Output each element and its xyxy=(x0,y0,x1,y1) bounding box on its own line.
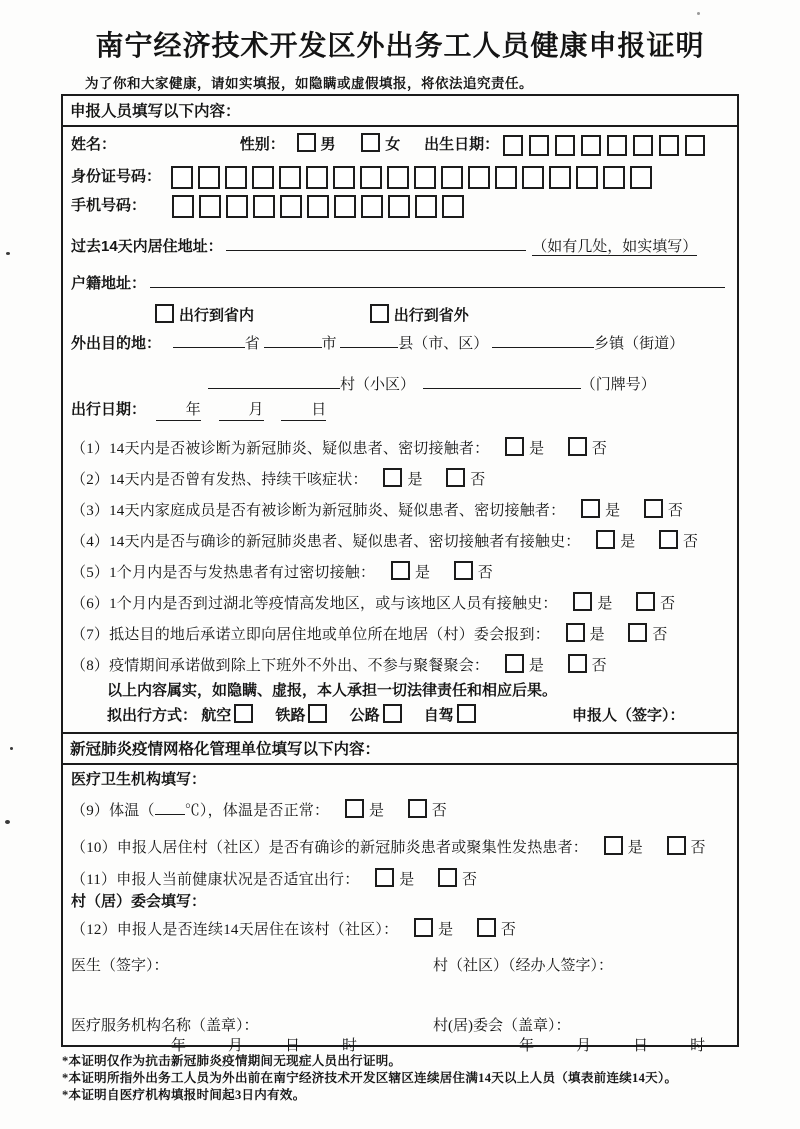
id-digit-box[interactable] xyxy=(495,166,517,189)
question-row xyxy=(63,530,737,552)
no-checkbox[interactable] xyxy=(659,530,678,549)
in-province-label: 出行到省内 xyxy=(179,307,255,325)
organization-seal-row xyxy=(63,1016,737,1036)
question-text: （10）申报人居住村（社区）是否有确诊的新冠肺炎患者或聚集性发热患者： xyxy=(71,840,589,857)
no-checkbox[interactable] xyxy=(636,592,655,611)
declarant-sign-label: 申报人（签字）： xyxy=(571,707,685,725)
yes-label: 是 xyxy=(414,565,430,582)
birth-date-box[interactable] xyxy=(633,135,653,156)
yes-checkbox[interactable] xyxy=(391,561,410,580)
q9-suffix: ℃），体温是否正常： xyxy=(184,803,330,820)
yes-checkbox[interactable] xyxy=(505,654,524,673)
yes-label: 是 xyxy=(589,627,605,644)
no-checkbox[interactable] xyxy=(477,918,496,937)
phone-digit-box[interactable] xyxy=(334,195,356,218)
travel-mode-label: 拟出行方式： xyxy=(107,707,198,725)
question-text: （11）申报人当前健康状况是否适宜出行： xyxy=(71,872,360,889)
yes-label: 是 xyxy=(627,840,643,857)
question-text: （5）1个月内是否与发热患者有过密切接触： xyxy=(71,565,376,582)
question-row xyxy=(63,561,737,583)
page-title: 南宁经济技术开发区外出务工人员健康申报证明 xyxy=(95,30,705,61)
month-unit: 月 xyxy=(576,1038,592,1055)
no-checkbox[interactable] xyxy=(667,836,686,855)
signature-row xyxy=(63,956,737,976)
footnote-line: *本证明所指外出务工人员为外出前在南宁经济技术开发区辖区连续居住满14天以上人员（填表前连续14天）。 xyxy=(62,1071,678,1085)
out-province-checkbox[interactable] xyxy=(370,304,389,323)
id-digit-box[interactable] xyxy=(549,166,571,189)
household-address-blank[interactable] xyxy=(150,271,725,288)
id-digit-box[interactable] xyxy=(225,166,247,189)
id-number-label: 身份证号码： xyxy=(71,168,162,185)
no-label: 否 xyxy=(461,872,477,889)
id-digit-box[interactable] xyxy=(387,166,409,189)
birth-date-label: 出生日期： xyxy=(424,136,500,153)
question-row xyxy=(63,654,737,676)
year-unit[interactable]: 年 xyxy=(156,400,201,421)
gender-label: 性别： xyxy=(239,136,285,153)
truth-statement: 以上内容属实，如隐瞒、虚报，本人承担一切法律责任和相应后果。 xyxy=(107,682,558,700)
question-row xyxy=(63,499,737,521)
no-checkbox[interactable] xyxy=(568,654,587,673)
male-checkbox[interactable] xyxy=(297,133,316,152)
question-row xyxy=(63,437,737,459)
yes-checkbox[interactable] xyxy=(505,437,524,456)
house-number-unit: （门牌号） xyxy=(580,377,656,394)
no-label: 否 xyxy=(477,565,493,582)
id-digit-box[interactable] xyxy=(252,166,274,189)
question-text: （3）14天内家庭成员是否有被诊断为新冠肺炎、疑似患者、密切接触者： xyxy=(71,503,566,520)
no-label: 否 xyxy=(660,596,676,613)
footnote-line: *本证明自医疗机构填报时间起3日内有效。 xyxy=(62,1088,306,1102)
county-unit: 县（市、区） xyxy=(398,336,489,353)
phone-digit-box[interactable] xyxy=(199,195,221,218)
destination-label: 外出目的地： xyxy=(71,335,162,353)
travel-date-label: 出行日期： xyxy=(71,401,147,419)
footnotes xyxy=(62,1053,677,1104)
phone-digit-box[interactable] xyxy=(442,195,464,218)
birth-date-box[interactable] xyxy=(685,135,705,156)
scan-artifact xyxy=(5,820,10,824)
in-province-checkbox[interactable] xyxy=(155,304,174,323)
yes-label: 是 xyxy=(528,658,544,675)
no-checkbox[interactable] xyxy=(438,868,457,887)
birth-date-box[interactable] xyxy=(555,135,575,156)
phone-digit-box[interactable] xyxy=(280,195,302,218)
no-label: 否 xyxy=(683,534,699,551)
id-number-boxes xyxy=(171,169,657,185)
id-digit-box[interactable] xyxy=(360,166,382,189)
yes-checkbox[interactable] xyxy=(414,918,433,937)
yes-checkbox[interactable] xyxy=(581,499,600,518)
question-row xyxy=(63,836,737,858)
yes-checkbox[interactable] xyxy=(566,623,585,642)
section-declarant-header: 申报人员填写以下内容： xyxy=(63,96,737,127)
medical-org-seal-label: 医疗服务机构名称（盖章）： xyxy=(71,1018,259,1035)
birth-date-box[interactable] xyxy=(659,135,679,156)
day-unit[interactable]: 日 xyxy=(281,400,326,421)
id-digit-box[interactable] xyxy=(603,166,625,189)
yes-checkbox[interactable] xyxy=(573,592,592,611)
no-label: 否 xyxy=(431,803,447,820)
yes-checkbox[interactable] xyxy=(345,799,364,818)
question-text: （4）14天内是否与确诊的新冠肺炎患者、疑似患者、密切接触者有接触史： xyxy=(71,534,581,551)
yes-label: 是 xyxy=(529,441,545,458)
no-label: 否 xyxy=(690,840,706,857)
section-grid-management-header: 新冠肺炎疫情网格化管理单位填写以下内容： xyxy=(63,732,737,765)
air-checkbox[interactable] xyxy=(234,704,253,723)
question-text: （12）申报人是否连续14天居住在该村（社区）： xyxy=(71,922,399,939)
no-checkbox[interactable] xyxy=(628,623,647,642)
no-label: 否 xyxy=(470,472,486,489)
air-label: 航空 xyxy=(201,707,232,725)
phone-digit-box[interactable] xyxy=(253,195,275,218)
scan-artifact xyxy=(697,12,700,15)
scan-artifact xyxy=(10,747,13,750)
no-checkbox[interactable] xyxy=(568,437,587,456)
yes-label: 是 xyxy=(368,803,384,820)
address-14day-label: 过去14天内居住地址： xyxy=(71,238,223,256)
id-digit-box[interactable] xyxy=(171,166,193,189)
id-digit-box[interactable] xyxy=(576,166,598,189)
village-blank[interactable] xyxy=(208,372,340,389)
id-digit-box[interactable] xyxy=(468,166,490,189)
day-unit: 日 xyxy=(285,1038,301,1055)
name-label: 姓名： xyxy=(71,136,117,153)
no-checkbox[interactable] xyxy=(408,799,427,818)
household-address-row xyxy=(63,271,737,294)
declaration-form-table xyxy=(61,94,739,1055)
no-checkbox[interactable] xyxy=(446,468,465,487)
no-label: 否 xyxy=(591,441,607,458)
road-label: 公路 xyxy=(349,707,380,725)
day-unit: 日 xyxy=(633,1038,649,1055)
phone-digit-box[interactable] xyxy=(415,195,437,218)
no-label: 否 xyxy=(667,503,683,520)
phone-digit-box[interactable] xyxy=(307,195,329,218)
id-digit-box[interactable] xyxy=(630,166,652,189)
phone-number-boxes xyxy=(172,198,469,214)
province-blank[interactable] xyxy=(173,331,245,348)
hour-unit: 时 xyxy=(342,1038,358,1055)
self-drive-checkbox[interactable] xyxy=(457,704,476,723)
id-digit-box[interactable] xyxy=(414,166,436,189)
question-row xyxy=(63,468,737,490)
question-text: （7）抵达目的地后承诺立即向居住地或单位所在地居（村）委会报到： xyxy=(71,627,550,644)
yes-checkbox[interactable] xyxy=(596,530,615,549)
household-address-label: 户籍地址： xyxy=(71,275,147,293)
yes-checkbox[interactable] xyxy=(604,836,623,855)
yes-label: 是 xyxy=(438,922,454,939)
no-checkbox[interactable] xyxy=(644,499,663,518)
address-14day-note: （如有几处，如实填写） xyxy=(532,239,698,256)
question-row xyxy=(63,868,737,890)
phone-number-label: 手机号码： xyxy=(71,197,147,214)
village-unit: 村（小区） xyxy=(340,377,416,394)
self-drive-label: 自驾 xyxy=(423,707,454,725)
road-checkbox[interactable] xyxy=(383,704,402,723)
phone-digit-box[interactable] xyxy=(172,195,194,218)
house-number-blank[interactable] xyxy=(423,372,581,389)
birth-date-boxes xyxy=(503,137,711,153)
question-text: （6）1个月内是否到过湖北等疫情高发地区，或与该地区人员有接触史： xyxy=(71,596,558,613)
yes-label: 是 xyxy=(399,872,415,889)
birth-date-box[interactable] xyxy=(607,135,627,156)
question-text: （8）疫情期间承诺做到除上下班外不外出、不参与聚餐聚会： xyxy=(71,658,490,675)
phone-digit-box[interactable] xyxy=(388,195,410,218)
footnote-line: *本证明仅作为抗击新冠肺炎疫情期间无现症人员出行证明。 xyxy=(62,1054,402,1068)
birth-date-box[interactable] xyxy=(581,135,601,156)
q9-prefix: （9）体温（ xyxy=(71,803,155,820)
province-unit: 省 xyxy=(244,336,260,353)
destination-row xyxy=(63,331,737,354)
no-checkbox[interactable] xyxy=(454,561,473,580)
id-digit-box[interactable] xyxy=(198,166,220,189)
county-blank[interactable] xyxy=(340,331,398,348)
scan-artifact xyxy=(6,252,10,255)
hour-unit: 时 xyxy=(690,1038,706,1055)
travel-mode-row xyxy=(63,704,737,726)
rail-checkbox[interactable] xyxy=(308,704,327,723)
yes-label: 是 xyxy=(620,534,636,551)
yes-label: 是 xyxy=(407,472,423,489)
id-number-row xyxy=(63,166,737,189)
travel-scope-row xyxy=(63,304,737,326)
township-unit: 乡镇（街道） xyxy=(594,336,685,353)
name-gender-birth-row xyxy=(63,133,737,156)
rail-label: 铁路 xyxy=(275,707,306,725)
destination-row-2 xyxy=(63,372,737,395)
id-digit-box[interactable] xyxy=(333,166,355,189)
township-blank[interactable] xyxy=(492,331,594,348)
id-digit-box[interactable] xyxy=(522,166,544,189)
phone-digit-box[interactable] xyxy=(361,195,383,218)
female-checkbox[interactable] xyxy=(361,133,380,152)
yes-label: 是 xyxy=(597,596,613,613)
no-label: 否 xyxy=(500,922,516,939)
yes-label: 是 xyxy=(605,503,621,520)
phone-digit-box[interactable] xyxy=(226,195,248,218)
city-unit: 市 xyxy=(321,336,337,353)
question-row xyxy=(63,918,737,940)
male-label: 男 xyxy=(320,136,336,153)
birth-date-box[interactable] xyxy=(503,135,523,156)
month-unit: 月 xyxy=(228,1038,244,1055)
question-text: （2）14天内是否曾有发热、持续干咳症状： xyxy=(71,472,368,489)
warning-subtitle: 为了你和大家健康，请如实填报，如隐瞒或虚假填报，将依法追究责任。 xyxy=(85,76,533,91)
doctor-sign-label: 医生（签字）： xyxy=(71,958,169,975)
year-unit: 年 xyxy=(519,1038,535,1055)
village-sign-label: 村（社区）（经办人签字）： xyxy=(433,958,614,975)
month-unit[interactable]: 月 xyxy=(219,400,264,421)
village-committee-header: 村（居）委会填写： xyxy=(71,893,207,911)
year-unit: 年 xyxy=(171,1038,187,1055)
no-label: 否 xyxy=(591,658,607,675)
yes-checkbox[interactable] xyxy=(375,868,394,887)
id-digit-box[interactable] xyxy=(279,166,301,189)
female-label: 女 xyxy=(385,136,401,153)
temperature-blank[interactable] xyxy=(155,798,185,815)
address-14day-blank[interactable] xyxy=(226,234,526,251)
question-row xyxy=(63,592,737,614)
no-label: 否 xyxy=(652,627,668,644)
question-text: （1）14天内是否被诊断为新冠肺炎、疑似患者、密切接触者： xyxy=(71,441,490,458)
question-row-temperature xyxy=(63,798,737,821)
id-digit-box[interactable] xyxy=(441,166,463,189)
phone-number-row xyxy=(63,195,737,218)
yes-checkbox[interactable] xyxy=(383,468,402,487)
question-row xyxy=(63,623,737,645)
travel-date-row xyxy=(63,400,737,421)
out-province-label: 出行到省外 xyxy=(393,307,469,325)
address-14day-row xyxy=(63,234,737,257)
id-digit-box[interactable] xyxy=(306,166,328,189)
birth-date-box[interactable] xyxy=(529,135,549,156)
committee-seal-label: 村(居)委会（盖章）： xyxy=(433,1018,571,1035)
city-blank[interactable] xyxy=(264,331,322,348)
medical-institution-header: 医疗卫生机构填写： xyxy=(71,771,207,789)
